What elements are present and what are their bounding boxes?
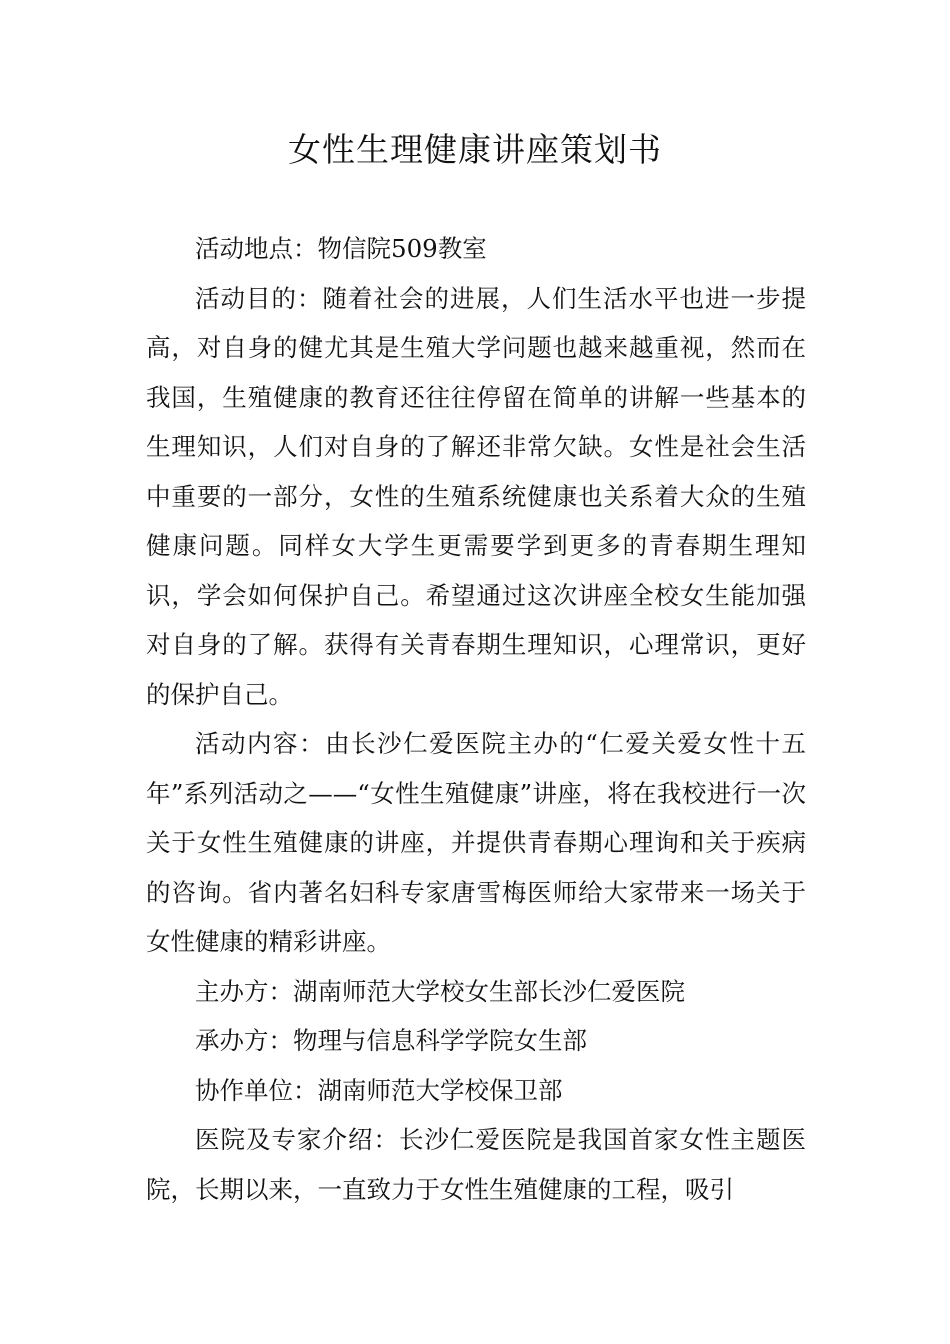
paragraph-purpose: 活动目的：随着社会的进展，人们生活水平也进一步提高，对自身的健尤其是生殖大学问题也越来越重视，然而在我国，生殖健康的教育还往往停留在简单的讲解一些基本的生理知识，人们对自身的了解还非常欠缺。女性是社会生活中重要的一部分，女性的生殖系统健康也关系着大众的生殖健康问题。同样女大学生更需要学到更多的青春期生理知识，学会如何保护自己。希望通过这次讲座全校女生能加强对自身的了解。获得有关青春期生理知识，心理常识，更好的保护自己。 [146,283,806,709]
paragraph-location: 活动地点：物信院509教室 [195,234,487,263]
paragraph-undertaker: 承办方：物理与信息科学学院女生部 [195,1026,587,1055]
paragraph-cooperator: 协作单位：湖南师范大学校保卫部 [195,1075,563,1105]
document-body [146,224,806,1214]
paragraph-introduction: 医院及专家介绍：长沙仁爱医院是我国首家女性主题医院，长期以来，一直致力于女性生殖健康的工程，吸引 [146,1125,806,1204]
paragraph-content: 活动内容：由长沙仁爱医院主办的“仁爱关爱女性十五年”系列活动之——“女性生殖健康”讲座，将在我校进行一次关于女性生殖健康的讲座，并提供青春期心理询和关于疾病的咨询。省内著名妇科专家唐雪梅医师给大家带来一场关于女性健康的精彩讲座。 [146,729,806,956]
document-title: 女性生理健康讲座策划书 [288,130,662,169]
paragraph-organizer: 主办方：湖南师范大学校女生部长沙仁爱医院 [195,976,685,1006]
